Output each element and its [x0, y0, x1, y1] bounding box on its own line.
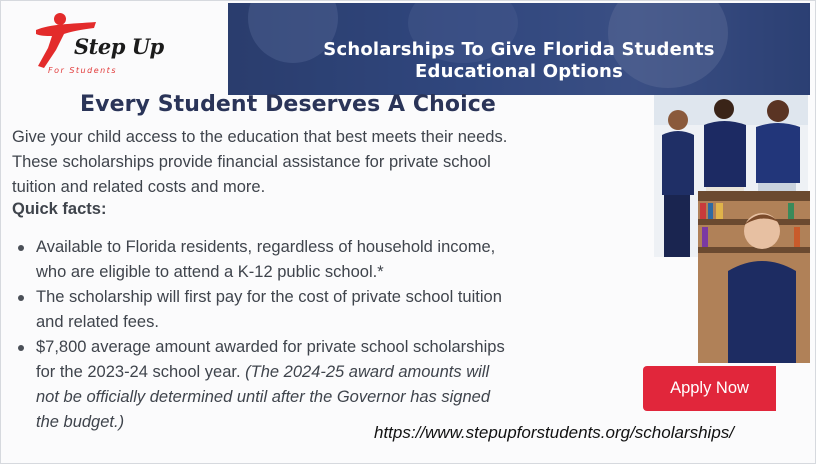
logo-wordmark: Step Up — [74, 34, 164, 59]
quick-facts-label: Quick facts: — [12, 200, 107, 218]
list-item: Available to Florida residents, regardless of household income, who are eligible to attend a K-12 public school.* — [12, 235, 632, 285]
step-up-logo[interactable] — [30, 10, 180, 80]
header-banner — [228, 3, 810, 95]
library-illustration — [698, 191, 810, 363]
apply-now-button[interactable]: Apply Now — [643, 366, 776, 411]
page-title: Every Student Deserves A Choice — [80, 92, 496, 117]
bullet-icon — [18, 295, 24, 301]
students-photo-collage — [654, 95, 810, 267]
bullet-icon — [18, 245, 24, 251]
list-item: $7,800 average amount awarded for private school scholarships for the 2023-24 school year. (The 2024-25 award amounts will not be officially determined until after the Governor has signed the budget.) — [12, 335, 632, 435]
logo-tagline: For Students — [48, 66, 117, 75]
quick-facts-list — [12, 235, 632, 435]
student-library-photo — [698, 191, 810, 363]
intro-paragraph: Give your child access to the education that best meets their needs. These scholarships provide financial assistance for private school tuition and related costs and more. — [12, 128, 508, 196]
banner-title: Scholarships To Give Florida Students Educational Options — [323, 39, 715, 82]
bullet-icon — [18, 345, 24, 351]
award-note: (The 2024-25 award amounts will — [245, 363, 490, 381]
scholarships-url-link[interactable]: https://www.stepupforstudents.org/scholarships/ — [374, 423, 735, 442]
list-item: The scholarship will first pay for the cost of private school tuition and related fees. — [12, 285, 632, 335]
